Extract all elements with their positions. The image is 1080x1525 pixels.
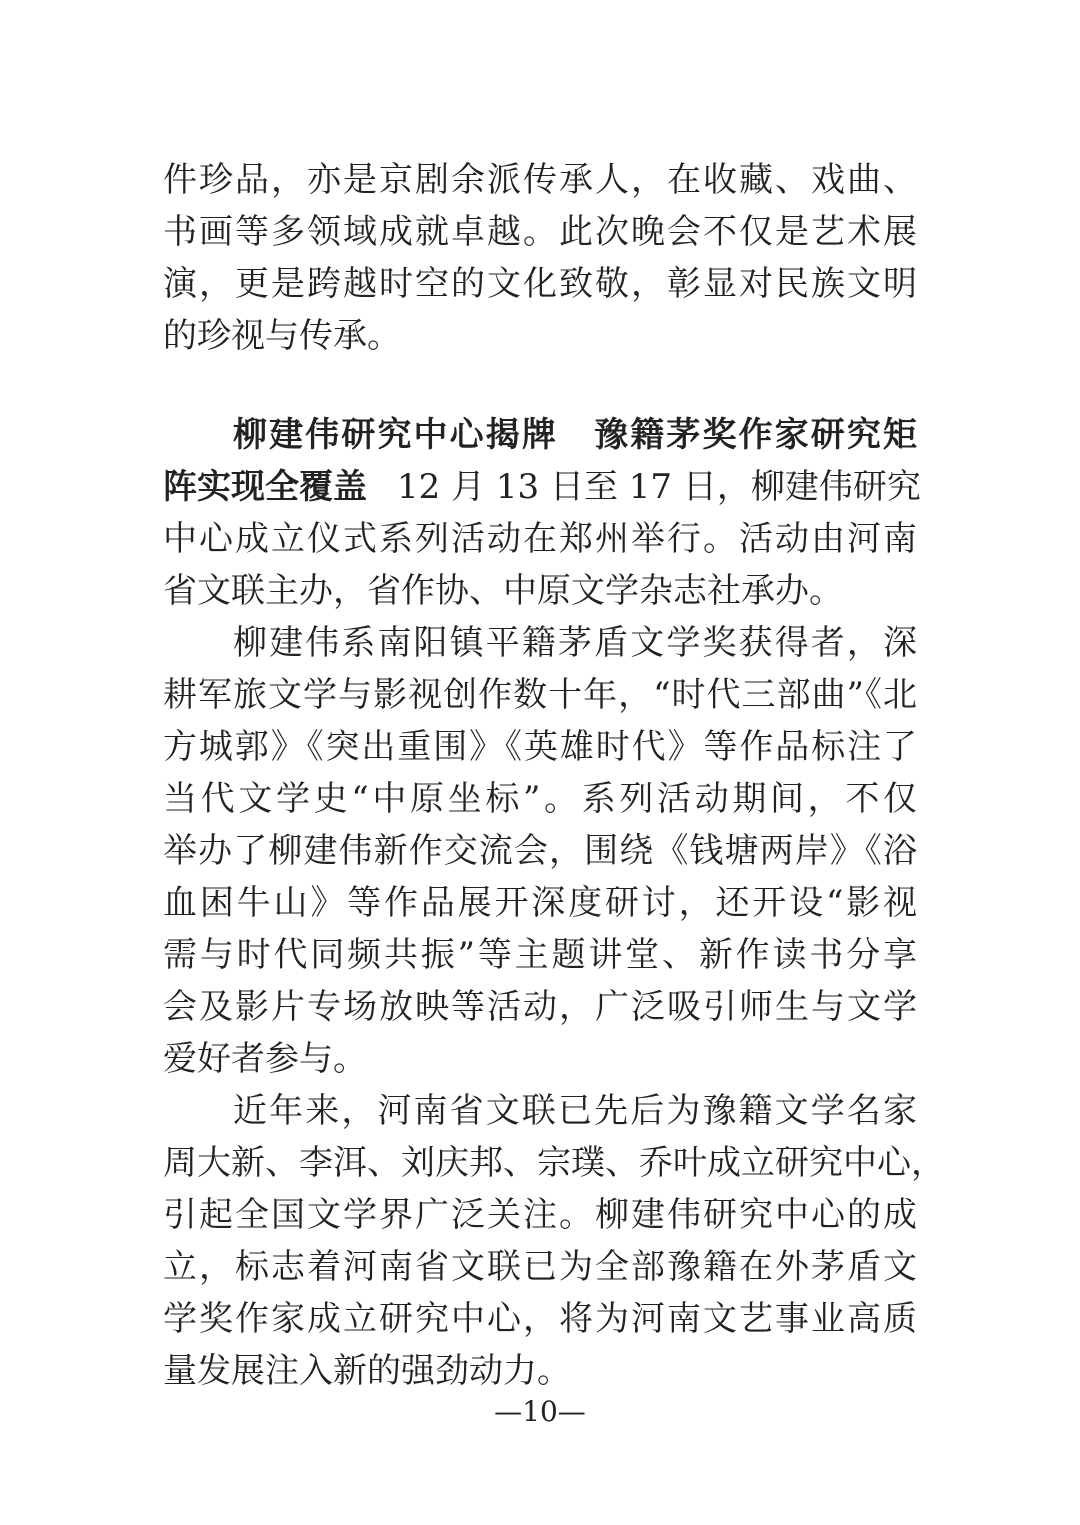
text-line: 周大新、李洱、刘庆邦、宗璞、乔叶成立研究中心， <box>163 1143 945 1183</box>
page-number: —10— <box>494 1395 586 1428</box>
heading-and-text-line <box>163 461 921 513</box>
text-line: 当代文学史“中原坐标”。系列活动期间，不仅 <box>163 779 917 819</box>
text-line: 中心成立仪式系列活动在郑州举行。活动由河南 <box>163 519 917 559</box>
text-line: 举办了柳建伟新作交流会，围绕《钱塘两岸》《浴 <box>163 831 917 871</box>
text-line: 需与时代同频共振”等主题讲堂、新作读书分享 <box>163 935 917 975</box>
text-line: 近年来，河南省文联已先后为豫籍文学名家 <box>233 1091 917 1131</box>
text-line: 血困牛山》等作品展开深度研讨，还开设“影视 <box>163 883 917 923</box>
section-heading-continued: 阵实现全覆盖 <box>163 467 367 507</box>
text-run: 12 月 13 日至 17 日，柳建伟研究 <box>397 467 921 507</box>
text-line: 书画等多领域成就卓越。此次晚会不仅是艺术展 <box>163 212 917 252</box>
text-line: 方城郭》《突出重围》《英雄时代》等作品标注了 <box>163 727 917 767</box>
text-line: 爱好者参与。 <box>163 1039 367 1079</box>
text-line: 学奖作家成立研究中心，将为河南文艺事业高质 <box>163 1299 917 1339</box>
text-line: 的珍视与传承。 <box>163 316 401 356</box>
text-line: 柳建伟系南阳镇平籍茅盾文学奖获得者，深 <box>233 623 917 663</box>
text-line: 演，更是跨越时空的文化致敬，彰显对民族文明 <box>163 264 917 304</box>
text-line: 量发展注入新的强劲动力。 <box>163 1351 571 1391</box>
text-line: 引起全国文学界广泛关注。柳建伟研究中心的成 <box>163 1195 917 1235</box>
text-line: 耕军旅文学与影视创作数十年，“时代三部曲”《北 <box>163 675 917 715</box>
text-line: 立，标志着河南省文联已为全部豫籍在外茅盾文 <box>163 1247 917 1287</box>
text-line: 件珍品，亦是京剧余派传承人，在收藏、戏曲、 <box>163 160 917 200</box>
text-line: 省文联主办，省作协、中原文学杂志社承办。 <box>163 571 843 611</box>
text-line: 会及影片专场放映等活动，广泛吸引师生与文学 <box>163 987 917 1027</box>
section-heading: 柳建伟研究中心揭牌 豫籍茅奖作家研究矩 <box>233 415 917 455</box>
